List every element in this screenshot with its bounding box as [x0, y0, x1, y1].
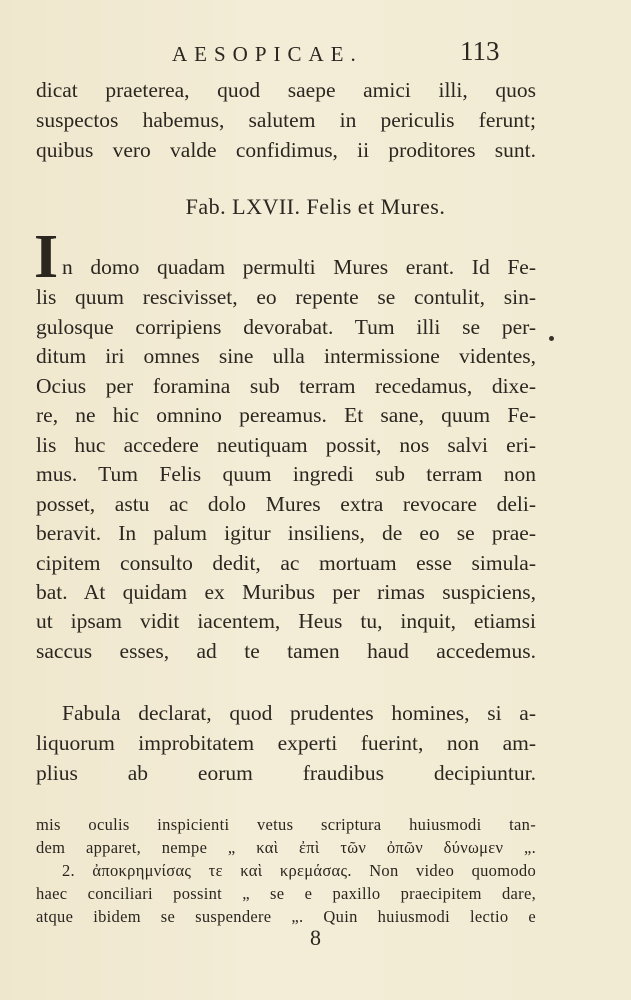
- fable-title: Fab. LXVII. Felis et Mures.: [185, 194, 446, 219]
- note-line: 2. ἀποκρημνίσας τε καὶ κρεμάσας. Non video quomodo: [62, 861, 536, 880]
- note-line: mis oculis inspicienti vetus scriptura huiusmodi tan-: [36, 815, 536, 834]
- text-line: ut ipsam vidit iacentem, Heus tu, inquit, etiamsi: [36, 609, 536, 633]
- text-line: beravit. In palum igitur insiliens, de eo se prae-: [36, 521, 536, 545]
- text-line: suspectos habemus, salutem in periculis ferunt;: [36, 108, 536, 132]
- text-line: lis quum rescivisset, eo repente se contulit, sin-: [36, 285, 536, 309]
- text-line: Fabula declarat, quod prudentes homines, si a-: [62, 701, 536, 725]
- drop-capital: I: [34, 223, 59, 291]
- text-line: saccus esses, ad te tamen haud accedemus.: [36, 639, 536, 663]
- text-line: plius ab eorum fraudibus decipiuntur.: [36, 761, 536, 785]
- text-line: n domo quadam permulti Mures erant. Id Fe-: [62, 255, 536, 279]
- text-line: ditum iri omnes sine ulla intermissione videntes,: [36, 344, 536, 368]
- signature-mark: 8: [310, 925, 321, 950]
- text-line: mus. Tum Felis quum ingredi sub terram non: [36, 462, 536, 486]
- text-line: liquorum improbitatem experti fuerint, non am-: [36, 731, 536, 755]
- note-line: haec conciliari possint „ se e paxillo praecipitem dare,: [36, 884, 536, 903]
- page-number: 113: [460, 36, 500, 66]
- text-line: lis huc accedere neutiquam possit, nos salvi eri-: [36, 433, 536, 457]
- text-line: re, ne hic omnino pereamus. Et sane, quum Fe-: [36, 403, 536, 427]
- ink-spot: [549, 336, 554, 341]
- text-line: dicat praeterea, quod saepe amici illi, quos: [36, 78, 536, 102]
- text-line: quibus vero valde confidimus, ii proditores sunt.: [36, 138, 536, 162]
- text-line: Ocius per foramina sub terram recedamus, dixe-: [36, 374, 536, 398]
- text-line: cipitem consulto dedit, ac mortuam esse simula-: [36, 551, 536, 575]
- page-header: [0, 36, 631, 70]
- text-line: bat. At quidam ex Muribus per rimas suspiciens,: [36, 580, 536, 604]
- text-line: posset, astu ac dolo Mures extra revocare deli-: [36, 492, 536, 516]
- note-line: atque ibidem se suspendere „. Quin huiusmodi lectio e: [36, 907, 536, 926]
- text-line: gulosque corripiens devorabat. Tum illi se per-: [36, 315, 536, 339]
- note-line: dem apparet, nempe „ καὶ ἐπὶ τῶν ὀπῶν δύνωμεν „.: [36, 838, 536, 857]
- running-title: AESOPICAE.: [172, 42, 363, 66]
